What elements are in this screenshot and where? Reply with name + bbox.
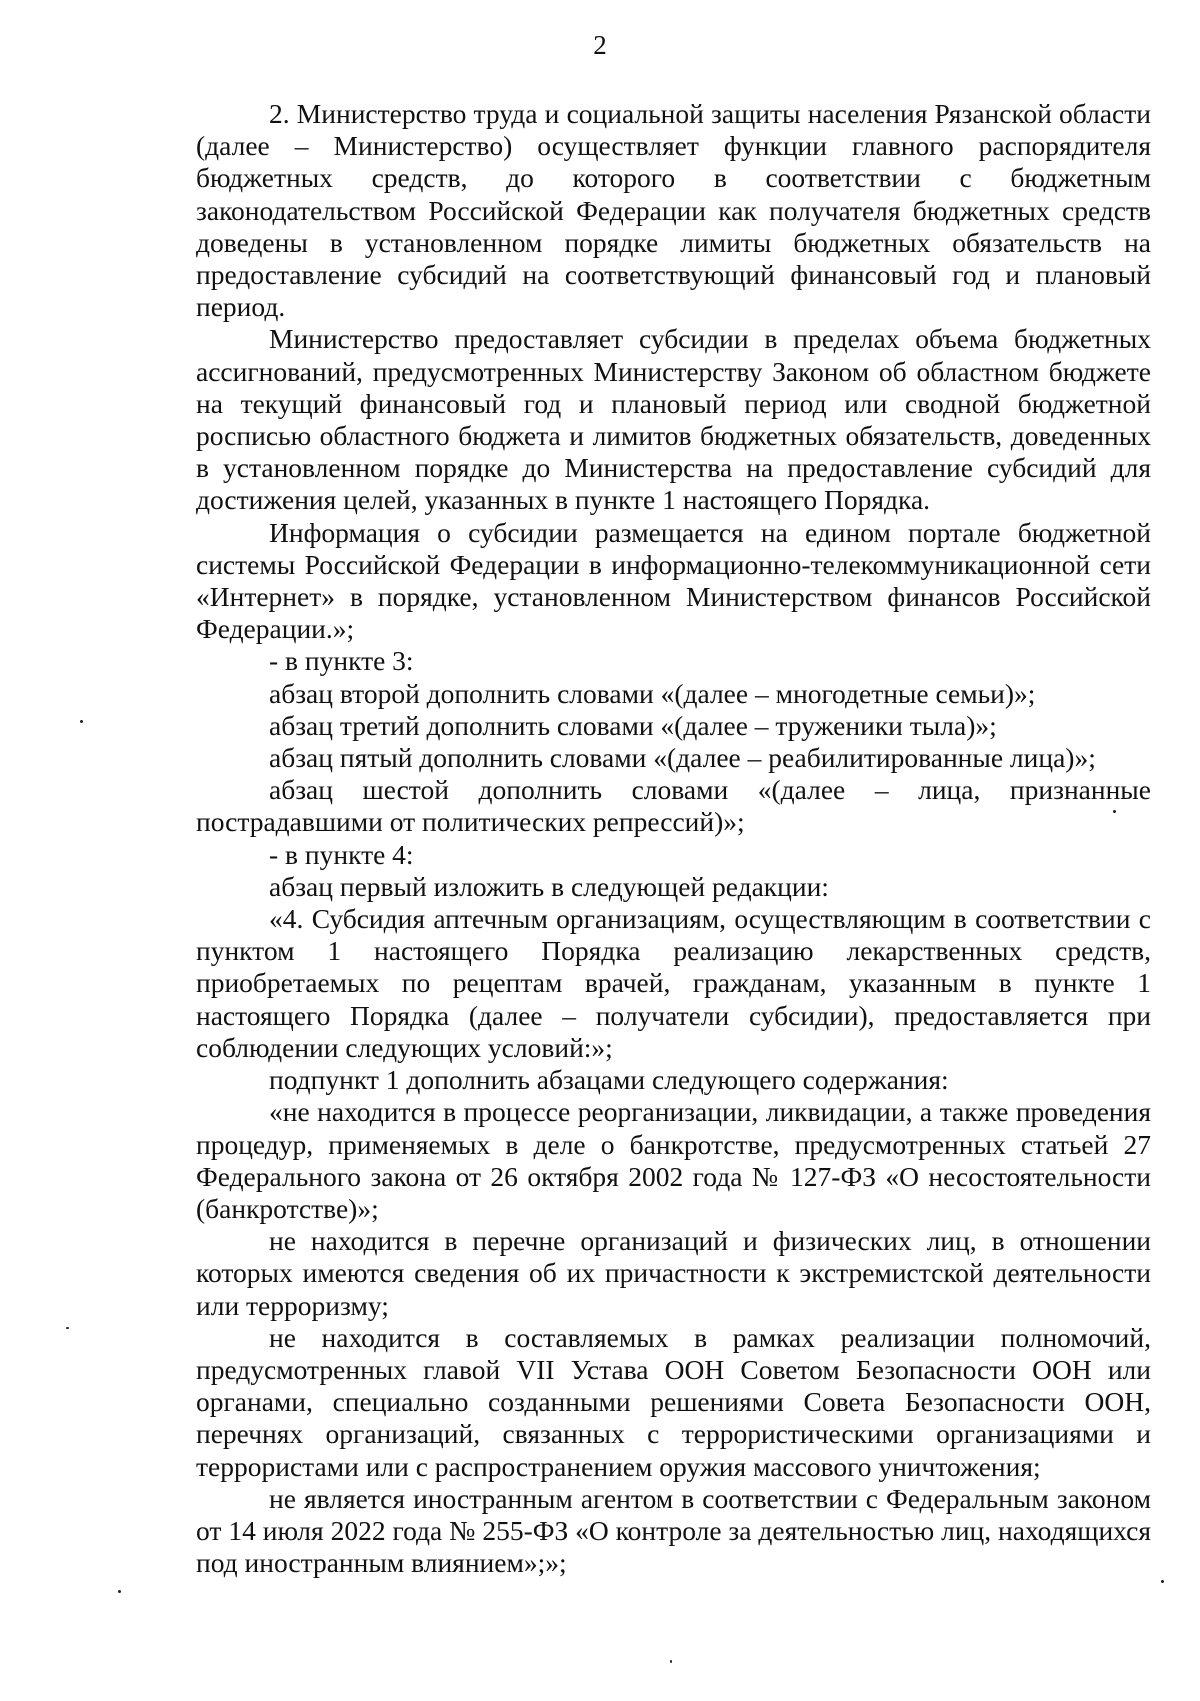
- paragraph-not-extremist-list: не находится в перечне организаций и физических лиц, в отношении которых имеются сведения об их причастности к экстремистской деятельности или терроризму;: [196, 1225, 1151, 1321]
- paragraph-item-3-header: - в пункте 3:: [269, 645, 414, 677]
- document-body: [196, 98, 1151, 1579]
- paragraph-not-reorganizing: «не находится в процессе реорганизации, ликвидации, а также проведения процедур, применяемых в деле о банкротстве, предусмотренных статьей 27 Федерального закона от 26 октября 2002 года № 127-ФЗ «О несостоятельности (банкротстве)»;: [196, 1096, 1151, 1224]
- paragraph-subsidy-limits: Министерство предоставляет субсидии в пределах объема бюджетных ассигнований, предусмотренных Министерству Законом об областном бюджете на текущий финансовый год и плановый период или сводной бюджетной росписью областного бюджета и лимитов бюджетных обязательств, доведенных в установленном порядке до Министерства на предоставление субсидий для достижения целей, указанных в пункте 1 настоящего Порядка.: [196, 323, 1151, 516]
- paragraph-not-foreign-agent: не является иностранным агентом в соответствии с Федеральным законом от 14 июля 2022 года № 255-ФЗ «О контроле за деятельностью лиц, находящихся под иностранным влиянием»;»;: [196, 1482, 1151, 1579]
- paragraph-subsidy-conditions: «4. Субсидия аптечным организациям, осуществляющим в соответствии с пунктом 1 настоящего Порядка реализацию лекарственных средств, приобретаемых по рецептам врачей, гражданам, указанным в пункте 1 настоящего Порядка (далее – получатели субсидии), предоставляется при соблюдении следующих условий:»;: [196, 903, 1151, 1063]
- paragraph-amend-sixth: абзац шестой дополнить словами «(далее – лица, признанные пострадавшими от политических репрессий)»;: [196, 774, 1151, 838]
- paragraph-amend-fifth: абзац пятый дополнить словами «(далее – реабилитированные лица)»;: [269, 742, 1096, 774]
- scan-speck: [118, 1590, 121, 1593]
- scan-speck: [1161, 1580, 1164, 1583]
- scan-speck: [670, 1660, 672, 1663]
- paragraph-first-abzac: абзац первый изложить в следующей редакции:: [269, 870, 829, 902]
- paragraph-ministry-functions: 2. Министерство труда и социальной защиты населения Рязанской области (далее – Министерство) осуществляет функции главного распорядителя бюджетных средств, до которого в соответствии с бюджетным законодательством Российской Федерации как получателя бюджетных средств доведены в установленном порядке лимиты бюджетных обязательств на предоставление субсидий на соответствующий финансовый год и плановый период.: [196, 98, 1151, 323]
- paragraph-subitem-1: подпункт 1 дополнить абзацами следующего содержания:: [269, 1064, 949, 1096]
- paragraph-item-4-header: - в пункте 4:: [269, 838, 414, 870]
- paragraph-not-un-list: не находится в составляемых в рамках реализации полномочий, предусмотренных главой VII Устава ООН Советом Безопасности ООН или органами, специально созданными решениями Совета Безопасности ООН, перечнях организаций, связанных с террористическими организациями и террористами или с распространением оружия массового уничтожения;: [196, 1321, 1151, 1482]
- paragraph-amend-second: абзац второй дополнить словами «(далее – многодетные семьи)»;: [269, 677, 1036, 709]
- scan-speck: [1113, 810, 1116, 813]
- scan-speck: [66, 1327, 69, 1329]
- page-number: 2: [593, 30, 607, 60]
- scan-speck: [80, 720, 83, 723]
- paragraph-subsidy-info: Информация о субсидии размещается на едином портале бюджетной системы Российской Федерации в информационно-телекоммуникационной сети «Интернет» в порядке, установленном Министерством финансов Российской Федерации.»;: [196, 516, 1151, 645]
- paragraph-amend-third: абзац третий дополнить словами «(далее – труженики тыла)»;: [269, 709, 997, 741]
